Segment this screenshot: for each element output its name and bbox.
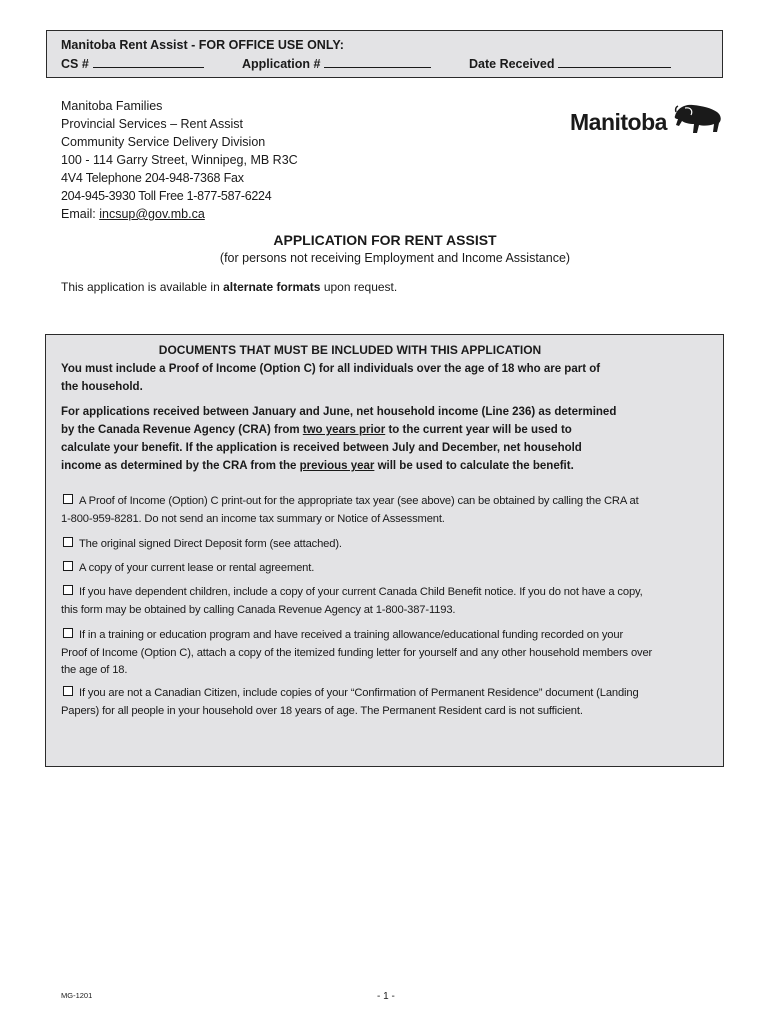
item-text: If you are not a Canadian Citizen, include copies of your “Confirmation of Permanent Residence” document (Landing: [79, 687, 639, 699]
cs-number-field: [61, 56, 204, 71]
application-number-field: [242, 56, 431, 71]
address-line: 204-945-3930 Toll Free 1-877-587-6224: [61, 189, 272, 203]
checklist-item-training-funding: [61, 627, 652, 680]
item-line: Proof of Income (Option C), attach a copy of the itemized funding letter for yourself and any other household members over: [61, 646, 653, 659]
income-rules-paragraph: [61, 403, 616, 475]
income-line: For applications received between January and June, net household income (Line 236) as determined: [61, 406, 617, 418]
item-line: [61, 536, 342, 554]
income-text: by the Canada Revenue Agency (CRA) from: [61, 424, 300, 436]
item-text: A Proof of Income (Option) C print-out for the appropriate tax year (see above) can be obtained by calling the CRA at: [79, 495, 639, 507]
email-link[interactable]: incsup@gov.mb.ca: [99, 207, 205, 221]
date-received-field: [469, 56, 671, 71]
form-code: MG-1201: [61, 991, 93, 1000]
income-line: [61, 457, 616, 475]
alt-formats-bold: alternate formats: [223, 280, 321, 294]
checklist-item-permanent-residence: [61, 685, 639, 720]
page-subtitle: (for persons not receiving Employment and Income Assistance): [219, 251, 571, 265]
income-line: [61, 421, 616, 439]
email-label: Email:: [61, 207, 96, 221]
address-line: 100 - 114 Garry Street, Winnipeg, MB R3C: [61, 153, 298, 167]
alt-formats-text-end: upon request.: [323, 280, 398, 294]
logo-wordmark: Manitoba: [570, 109, 667, 135]
documents-heading: DOCUMENTS THAT MUST BE INCLUDED WITH THIS APPLICATION: [158, 343, 542, 357]
item-text: A copy of your current lease or rental agreement.: [79, 562, 315, 574]
income-text: to the current year will be used to: [388, 424, 572, 436]
page-title: APPLICATION FOR RENT ASSIST: [273, 232, 497, 248]
checklist-item-lease: [61, 560, 314, 578]
checkbox[interactable]: [63, 537, 73, 547]
item-text: If in a training or education program and have received a training allowance/educational funding recorded on your: [79, 629, 624, 641]
checkbox[interactable]: [63, 585, 73, 595]
checkbox[interactable]: [63, 561, 73, 571]
income-text: income as determined by the CRA from the: [61, 460, 297, 472]
previous-year-underlined: previous year: [299, 460, 375, 472]
checkbox[interactable]: [63, 628, 73, 638]
proof-of-income-intro: [61, 360, 600, 396]
office-address: [61, 97, 298, 223]
checklist-item-child-benefit: [61, 584, 643, 619]
item-line: 1-800-959-8281. Do not send an income tax summary or Notice of Assessment.: [61, 512, 445, 525]
item-text: The original signed Direct Deposit form (see attached).: [79, 538, 342, 550]
office-use-box: [46, 30, 723, 78]
checklist-item-proof-of-income: [61, 493, 639, 528]
email-line: [61, 205, 298, 223]
income-text: will be used to calculate the benefit.: [377, 460, 574, 472]
income-line: calculate your benefit. If the application is received between July and December, net household: [61, 442, 582, 454]
alt-formats-text: This application is available in: [61, 280, 220, 294]
date-received-label: Date Received: [469, 57, 555, 71]
checkbox[interactable]: [63, 494, 73, 504]
item-line: [61, 493, 639, 511]
bison-icon: [673, 102, 723, 136]
date-received-blank[interactable]: [558, 56, 671, 68]
address-line: Provincial Services – Rent Assist: [61, 117, 244, 131]
item-line: [61, 627, 652, 645]
item-line: [61, 584, 643, 602]
checkbox[interactable]: [63, 686, 73, 696]
item-line: Papers) for all people in your household over 18 years of age. The Permanent Resident card is not sufficient.: [61, 704, 583, 717]
application-number-blank[interactable]: [324, 56, 431, 68]
application-number-label: Application #: [242, 57, 321, 71]
item-line: this form may be obtained by calling Canada Revenue Agency at 1-800-387-1193.: [61, 603, 456, 616]
intro-line: You must include a Proof of Income (Option C) for all individuals over the age of 18 who are part of: [61, 363, 601, 375]
item-line: [61, 560, 314, 578]
alternate-formats-note: [61, 280, 397, 294]
intro-line: the household.: [61, 381, 143, 393]
manitoba-logo: [570, 100, 722, 140]
page-number: - 1 -: [377, 991, 395, 1002]
two-years-prior-underlined: two years prior: [302, 424, 386, 436]
item-line: the age of 18.: [61, 664, 128, 676]
address-line: Manitoba Families: [61, 99, 163, 113]
address-line: 4V4 Telephone 204-948-7368 Fax: [61, 171, 244, 185]
item-line: [61, 685, 639, 703]
cs-number-blank[interactable]: [93, 56, 204, 68]
cs-number-label: CS #: [61, 57, 89, 71]
item-text: If you have dependent children, include a copy of your current Canada Child Benefit notice. If you do not have a copy,: [79, 586, 643, 598]
checklist-item-direct-deposit: [61, 536, 342, 554]
address-line: Community Service Delivery Division: [61, 135, 266, 149]
office-use-title: Manitoba Rent Assist - FOR OFFICE USE ONLY:: [61, 38, 344, 52]
